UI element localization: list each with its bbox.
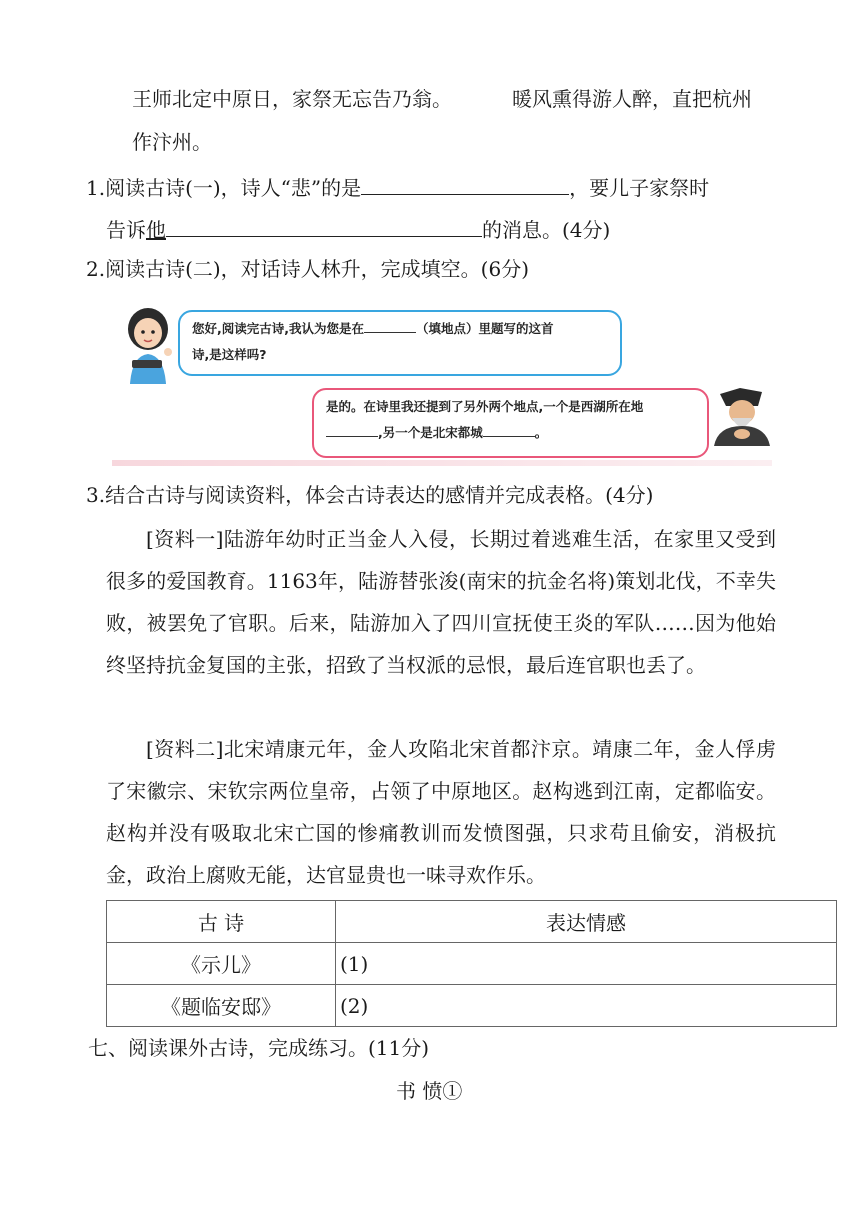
bubble1-text-b: （填地点）里题写的这首	[416, 321, 554, 336]
table-cell-poem: 《示儿》	[107, 943, 336, 985]
q3-text: 3.结合古诗与阅读资料，体会古诗表达的感情并完成表格。(4分)	[86, 483, 654, 507]
bubble1-text-c: 诗,是这样吗?	[192, 347, 267, 362]
bubble1-text-a: 您好,阅读完古诗,我认为您是在	[192, 321, 364, 336]
table-row	[107, 943, 837, 985]
speech-bubble-student	[178, 310, 622, 376]
poem-line-2	[132, 127, 212, 157]
q1-text-d: 的消息。(4分)	[482, 218, 611, 242]
question-1-line-1	[86, 170, 709, 203]
question-3	[86, 480, 653, 510]
table-cell-answer[interactable]: (2)	[336, 985, 837, 1027]
decorative-strip	[112, 460, 772, 466]
poem-line-1-left: 王师北定中原日，家祭无忘告乃翁。	[132, 87, 452, 111]
bubble2-blank-1[interactable]	[326, 420, 378, 437]
ancient-poet-icon	[710, 384, 774, 446]
next-poem-title-text: 书 愤①	[396, 1079, 463, 1103]
q1-text-a: 1.阅读古诗(一)，诗人“悲”的是	[86, 176, 362, 200]
question-1-line-2	[106, 212, 610, 245]
q1-text-b: ，要儿子家祭时	[569, 176, 710, 200]
bubble2-text-c: 。	[534, 425, 548, 440]
speech-bubble-poet	[312, 388, 709, 458]
material-1: [资料一]陆游年幼时正当金人入侵，长期过着逃难生活，在家里又受到很多的爱国教育。1163年，陆游替张浚(南宋的抗金名将)策划北伐，不幸失败，被罢免了官职。后来，陆游加入了四川宣抚使王炎的军队……因为他始终坚持抗金复国的主张，招致了当权派的忌恨，最后连官职也丢了。	[106, 527, 776, 677]
bubble2-blank-2[interactable]	[483, 420, 535, 437]
table-cell-answer[interactable]: (1)	[336, 943, 837, 985]
section-7-text: 七、阅读课外古诗，完成练习。(11分)	[88, 1036, 430, 1060]
table-header-row	[107, 901, 837, 943]
emotion-table	[106, 900, 837, 1027]
q1-text-c: 告诉	[106, 218, 146, 242]
table-header-poem: 古 诗	[107, 901, 336, 943]
question-2	[86, 254, 529, 284]
q1-blank-2[interactable]	[166, 212, 482, 237]
material-2: [资料二]北宋靖康元年，金人攻陷北宋首都汴京。靖康二年，金人俘虏了宋徽宗、宋钦宗两位皇帝，占领了中原地区。赵构逃到江南，定都临安。赵构并没有吸取北宋亡国的惨痛教训而发愤图强，只求苟且偷安，消极抗金，政治上腐败无能，达官显贵也一味寻欢作乐。	[106, 737, 776, 887]
section-7-heading	[88, 1033, 429, 1063]
poem-line-1-right-text: 暖风熏得游人醉，直把杭州	[512, 87, 752, 111]
bubble2-text-a: 是的。在诗里我还提到了另外两个地点,一个是西湖所在地	[326, 399, 644, 414]
poem-line-1-right	[512, 84, 752, 114]
bubble2-text-b: ,另一个是北宋都城	[378, 425, 483, 440]
dialogue-illustration	[112, 300, 777, 468]
poem-line-2-text: 作汴州。	[132, 130, 212, 154]
poem-line-1	[132, 84, 452, 114]
student-girl-icon	[118, 304, 178, 384]
table-cell-poem: 《题临安邸》	[107, 985, 336, 1027]
next-poem-title	[396, 1076, 462, 1106]
table-row	[107, 985, 837, 1027]
table-header-emotion: 表达情感	[336, 901, 837, 943]
q1-text-c-under: 他	[146, 218, 166, 242]
bubble1-blank[interactable]	[364, 316, 416, 333]
q1-blank-1[interactable]	[361, 170, 569, 195]
q2-text: 2.阅读古诗(二)，对话诗人林升，完成填空。(6分)	[86, 257, 530, 281]
